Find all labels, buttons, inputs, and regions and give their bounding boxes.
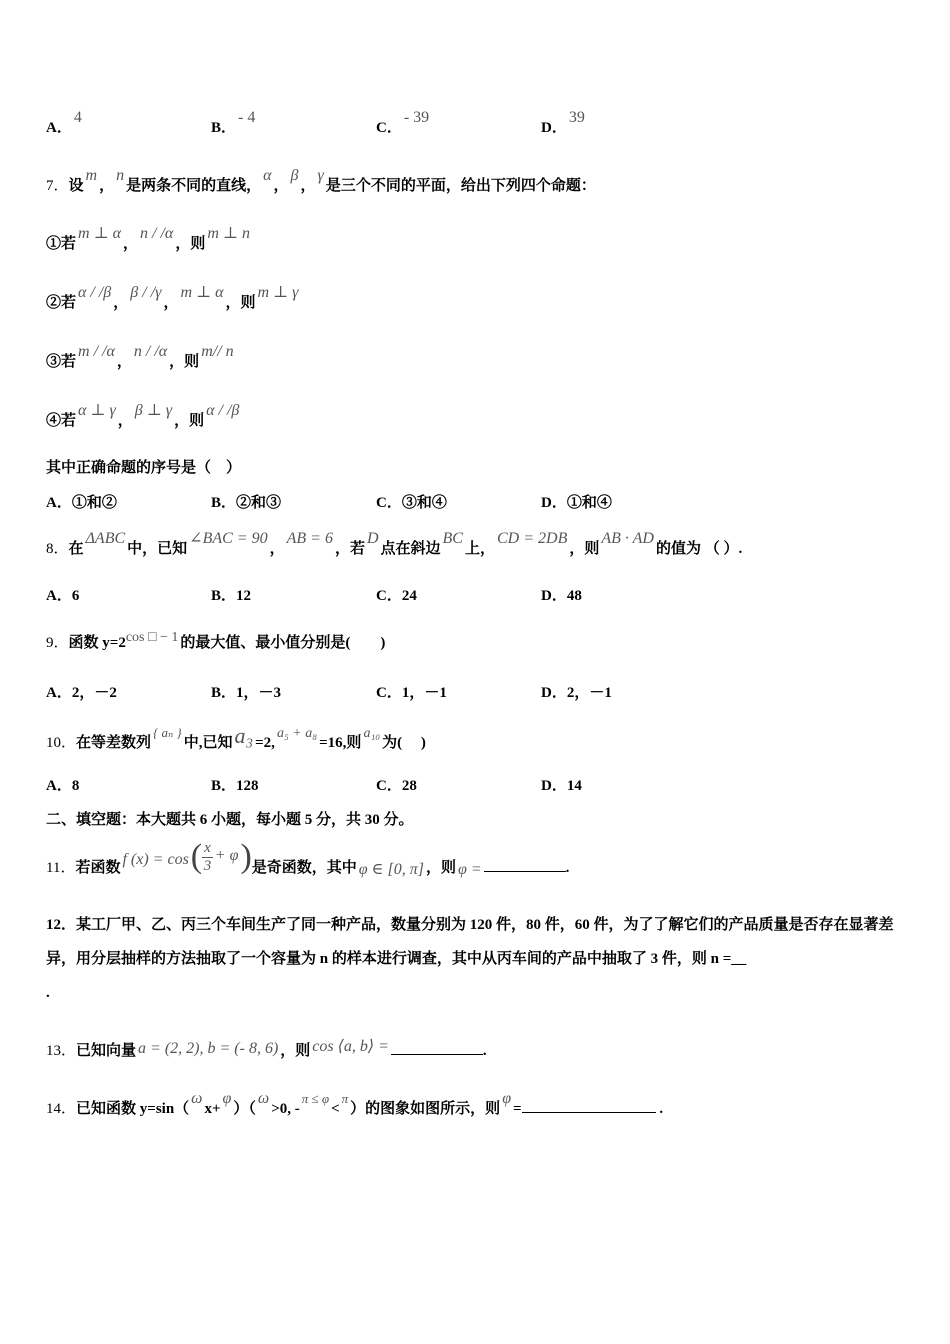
q9-option-c: C．1，－1 bbox=[376, 685, 447, 701]
q8-option-b: B．12 bbox=[211, 588, 252, 604]
q14-stem: 14．已知函数 y=sin（ωx+φ）（ω>0, -π ≤ φ<π）的图象如图所示，则φ= . bbox=[46, 1090, 664, 1117]
q12-stem: 12．某工厂甲、乙、丙三个车间生产了同一种产品，数量分别为 120 件，80 件，60 件，为了了解它们的产品质量是否存在显著差异，用分层抽样的方法抽取了一个容量为 n 的样本进行调查，其中从丙车间的产品中抽取了 3 件，则 n =__ . bbox=[46, 917, 894, 1001]
q10-option-b: B．128 bbox=[211, 778, 259, 794]
q7-prop-2: ②若α / /β，β / /γ，m ⊥ α，则m ⊥ γ bbox=[46, 284, 299, 311]
q10-option-a: A．8 bbox=[46, 778, 80, 794]
q7-option-c: C．③和④ bbox=[376, 495, 447, 511]
q6-option-b: B．- 4 bbox=[211, 109, 256, 136]
q9-stem: 9．函数 y=2cos □ − 1 的最大值、最小值分别是( ) bbox=[46, 630, 386, 651]
q7-option-d: D．①和④ bbox=[541, 495, 612, 511]
q7-stem: 7．设m，n是两条不同的直线，α，β，γ是三个不同的平面，给出下列四个命题： bbox=[46, 167, 596, 194]
q8-option-d: D．48 bbox=[541, 588, 582, 604]
q7-question: 其中正确命题的序号是（ ） bbox=[46, 460, 242, 476]
section-heading: 二、填空题：本大题共 6 小题，每小题 5 分，共 30 分。 bbox=[46, 812, 414, 828]
q7-prop-3: ③若m / /α，n / /α，则m// n bbox=[46, 343, 234, 370]
q8-option-a: A．6 bbox=[46, 588, 80, 604]
q13-stem: 13．已知向量 a = (2, 2), b = (- 8, 6) ，则 cos ⟨a, b⟩ = . bbox=[46, 1038, 487, 1059]
q9-option-b: B．1，－3 bbox=[211, 685, 282, 701]
q6-option-c: C．- 39 bbox=[376, 109, 430, 136]
q6-option-a: A．4 bbox=[46, 109, 82, 136]
q11-stem: 11．若函数 f (x) = cos( $\frac{x}{3} + \varphi$)是奇函数，其中 φ ∈ [0, π] ，则 φ = . bbox=[46, 838, 570, 879]
q10-option-c: C．28 bbox=[376, 778, 417, 794]
q9-option-a: A．2，－2 bbox=[46, 685, 117, 701]
q8-option-c: C．24 bbox=[376, 588, 417, 604]
q10-option-d: D．14 bbox=[541, 778, 582, 794]
q10-stem: 10．在等差数列{ aₙ }中,已知a₃ =2,a₅ + a₈=16,则a₁₀为( ) bbox=[46, 723, 426, 751]
q7-option-a: A．①和② bbox=[46, 495, 117, 511]
q8-stem: 8．在ΔABC中，已知∠BAC = 90，AB = 6，若D点在斜边BC上，CD = 2DB，则AB · AD的值为 （ ）. bbox=[46, 530, 743, 557]
q6-option-d: D．39 bbox=[541, 109, 585, 136]
q7-prop-4: ④若α ⊥ γ，β ⊥ γ，则α / /β bbox=[46, 402, 240, 429]
q7-option-b: B．②和③ bbox=[211, 495, 282, 511]
q7-prop-1: ①若m ⊥ α，n / /α，则m ⊥ n bbox=[46, 225, 250, 252]
q9-option-d: D．2，－1 bbox=[541, 685, 612, 701]
